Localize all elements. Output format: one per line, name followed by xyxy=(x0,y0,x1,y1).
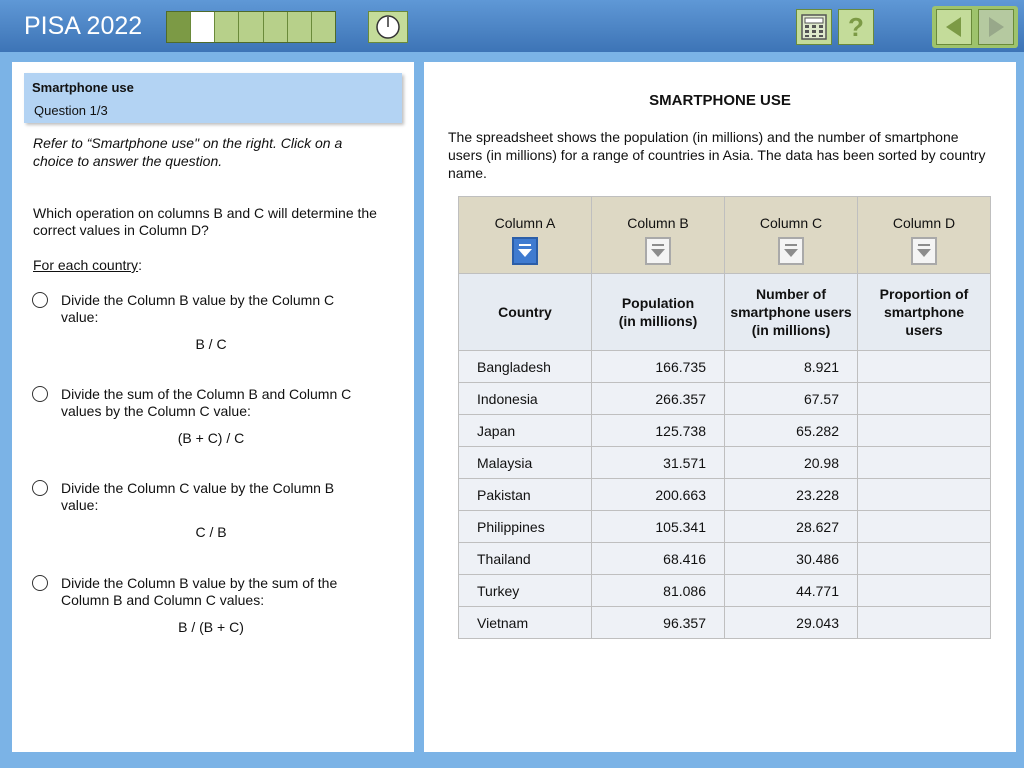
option-text: Divide the sum of the Column B and Column C values by the Column C value: xyxy=(61,386,352,419)
sort-button-column-c[interactable] xyxy=(778,237,804,265)
option-formula: C / B xyxy=(195,524,227,540)
column-name: Column B xyxy=(627,215,689,231)
cell-users: 20.98 xyxy=(725,447,858,479)
for-each-text: For each country xyxy=(33,257,139,273)
cell-users: 28.627 xyxy=(725,511,858,543)
cell-country: Philippines xyxy=(459,511,592,543)
option-formula: B / (B + C) xyxy=(178,619,244,635)
cell-users: 44.771 xyxy=(725,575,858,607)
radio-button[interactable] xyxy=(32,386,48,402)
question-number: Question 1/3 xyxy=(34,103,108,118)
cell-proportion xyxy=(858,447,991,479)
sort-button-column-b[interactable] xyxy=(645,237,671,265)
radio-button[interactable] xyxy=(32,480,48,496)
top-bar xyxy=(0,0,1024,52)
forward-button[interactable] xyxy=(978,9,1014,45)
table-row xyxy=(459,543,991,575)
column-name: Column A xyxy=(494,215,556,231)
stimulus-panel xyxy=(424,62,1016,752)
cell-users: 23.228 xyxy=(725,479,858,511)
navigation-group xyxy=(932,6,1018,48)
progress-segment-2 xyxy=(191,12,215,42)
option-text: Divide the Column C value by the Column B value: xyxy=(61,480,335,513)
triangle-left-icon xyxy=(942,15,966,39)
cell-country: Pakistan xyxy=(459,479,592,511)
option-formula: B / C xyxy=(195,336,227,352)
header-country xyxy=(459,274,592,351)
question-header xyxy=(24,73,402,123)
table-row xyxy=(459,479,991,511)
radio-button[interactable] xyxy=(32,292,48,308)
header-line: (in millions) xyxy=(751,322,831,338)
sort-button-column-a[interactable] xyxy=(512,237,538,265)
table-row xyxy=(459,383,991,415)
cell-country: Indonesia xyxy=(459,383,592,415)
calculator-icon xyxy=(800,13,828,41)
header-line: users xyxy=(905,322,943,338)
question-panel xyxy=(12,62,414,752)
cell-population: 31.571 xyxy=(592,447,725,479)
header-population xyxy=(592,274,725,351)
column-d-header xyxy=(858,197,991,274)
column-name: Column C xyxy=(759,215,823,231)
spreadsheet-table xyxy=(458,196,991,639)
cell-population: 266.357 xyxy=(592,383,725,415)
column-name: Column D xyxy=(892,215,956,231)
header-line: Population xyxy=(621,295,695,311)
cell-proportion xyxy=(858,415,991,447)
instruction-text: Refer to “Smartphone use" on the right. Click on a choice to answer the question. xyxy=(33,135,343,169)
progress-segment-1 xyxy=(167,12,191,42)
progress-segment-6 xyxy=(288,12,312,42)
option-text: Divide the Column B value by the Column C value: xyxy=(61,292,335,325)
sort-down-icon xyxy=(913,239,935,263)
progress-bar xyxy=(166,11,336,43)
cell-proportion xyxy=(858,575,991,607)
question-text: Which operation on columns B and C will determine the correct values in Column D? xyxy=(33,205,377,238)
cell-users: 29.043 xyxy=(725,607,858,639)
cell-population: 166.735 xyxy=(592,351,725,383)
header-smartphone-users xyxy=(725,274,858,351)
option-text: Divide the Column B value by the sum of the Column B and Column C values: xyxy=(61,575,338,608)
cell-country: Thailand xyxy=(459,543,592,575)
cell-population: 68.416 xyxy=(592,543,725,575)
cell-users: 65.282 xyxy=(725,415,858,447)
progress-segment-5 xyxy=(264,12,288,42)
column-letter-row xyxy=(459,197,991,274)
cell-users: 67.57 xyxy=(725,383,858,415)
cell-proportion xyxy=(858,511,991,543)
option-formula: (B + C) / C xyxy=(177,430,245,446)
cell-proportion xyxy=(858,351,991,383)
help-icon: ? xyxy=(848,11,864,42)
cell-population: 200.663 xyxy=(592,479,725,511)
sort-down-icon xyxy=(780,239,802,263)
cell-proportion xyxy=(858,607,991,639)
header-line: smartphone xyxy=(883,304,965,320)
for-each-label xyxy=(33,257,142,273)
table-row xyxy=(459,511,991,543)
header-line: Country xyxy=(498,304,552,320)
cell-proportion xyxy=(858,383,991,415)
field-label-row xyxy=(459,274,991,351)
header-line: smartphone users xyxy=(730,304,852,320)
table-row xyxy=(459,415,991,447)
app-title: PISA 2022 xyxy=(24,12,143,40)
sort-down-icon xyxy=(647,239,669,263)
progress-segment-3 xyxy=(215,12,239,42)
column-b-header xyxy=(592,197,725,274)
cell-population: 125.738 xyxy=(592,415,725,447)
header-line: (in millions) xyxy=(618,313,698,329)
cell-users: 30.486 xyxy=(725,543,858,575)
cell-country: Bangladesh xyxy=(459,351,592,383)
table-row xyxy=(459,607,991,639)
cell-country: Malaysia xyxy=(459,447,592,479)
calculator-button[interactable] xyxy=(796,9,832,45)
header-line: Proportion of xyxy=(879,286,969,302)
clock-icon xyxy=(375,14,401,40)
table-row xyxy=(459,447,991,479)
header-line: Number of xyxy=(756,286,826,302)
cell-population: 96.357 xyxy=(592,607,725,639)
cell-population: 81.086 xyxy=(592,575,725,607)
stimulus-description: The spreadsheet shows the population (in millions) and the number of smartphone users (in millions) for a range of countries in Asia. The data has been sorted by country name. xyxy=(448,129,986,181)
back-button[interactable] xyxy=(936,9,972,45)
cell-country: Turkey xyxy=(459,575,592,607)
sort-down-icon xyxy=(514,239,536,263)
unit-name: Smartphone use xyxy=(32,80,134,95)
radio-button[interactable] xyxy=(32,575,48,591)
timer-button[interactable] xyxy=(368,11,408,43)
table-row xyxy=(459,351,991,383)
for-each-colon: : xyxy=(138,257,142,273)
progress-segment-7 xyxy=(312,12,335,42)
triangle-right-icon xyxy=(984,15,1008,39)
cell-country: Vietnam xyxy=(459,607,592,639)
column-c-header xyxy=(725,197,858,274)
cell-users: 8.921 xyxy=(725,351,858,383)
sort-button-column-d[interactable] xyxy=(911,237,937,265)
progress-segment-4 xyxy=(239,12,263,42)
column-a-header xyxy=(459,197,592,274)
cell-population: 105.341 xyxy=(592,511,725,543)
stimulus-title: SMARTPHONE USE xyxy=(649,92,791,109)
cell-country: Japan xyxy=(459,415,592,447)
cell-proportion xyxy=(858,543,991,575)
help-button[interactable] xyxy=(838,9,874,45)
cell-proportion xyxy=(858,479,991,511)
table-row xyxy=(459,575,991,607)
header-proportion xyxy=(858,274,991,351)
